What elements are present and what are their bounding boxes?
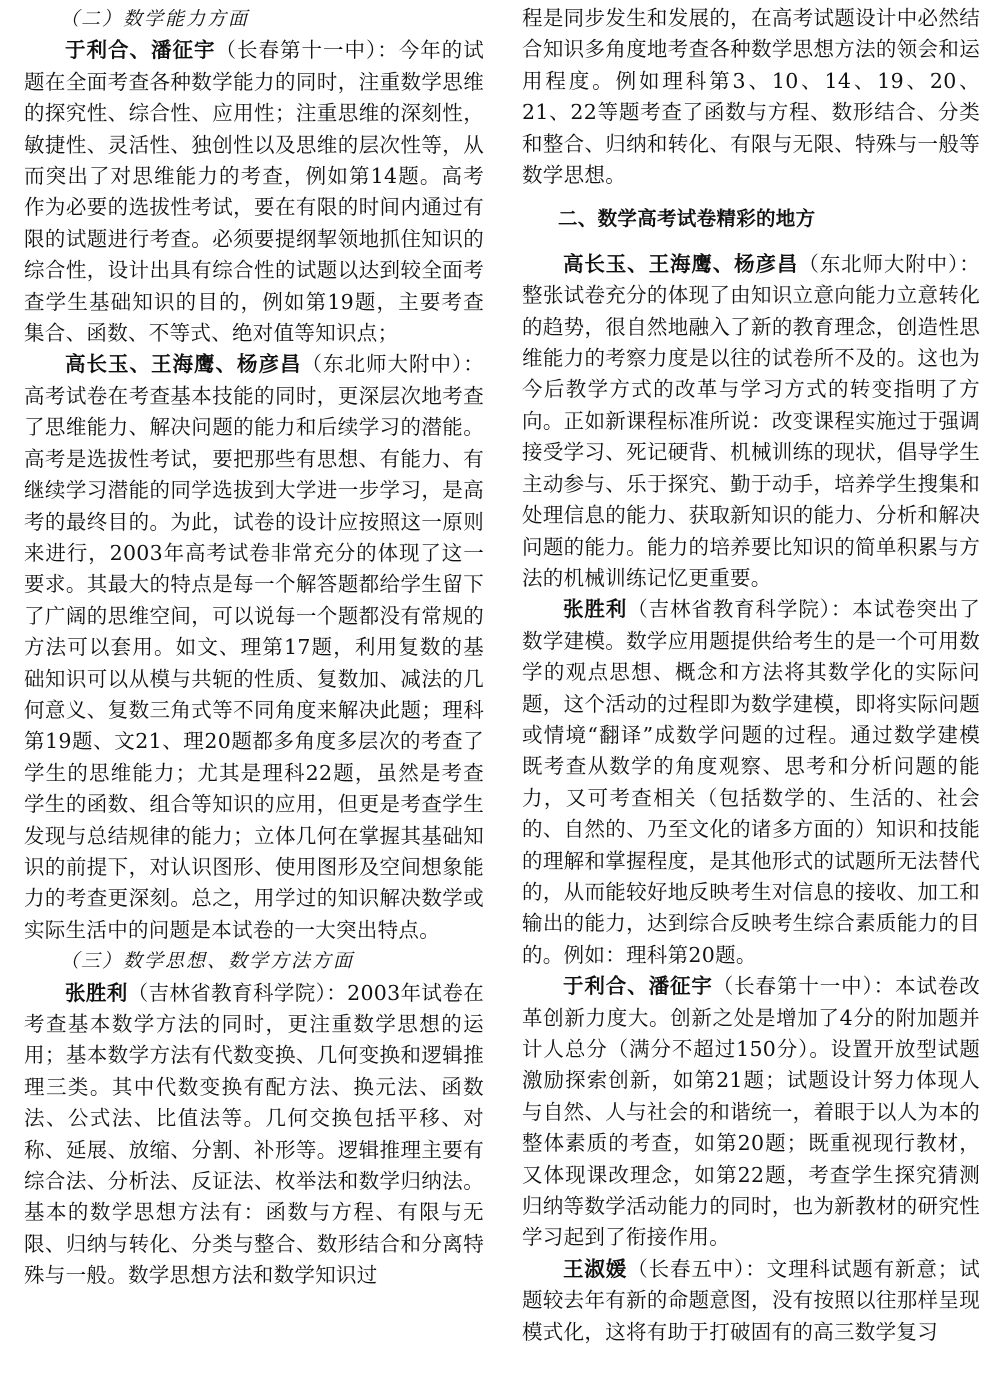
paragraph-body: （吉林省教育科学院）：本试卷突出了数学建模。数学应用题提供给考生的是一个可用数学的观点思想、概念和方法将其数学化的实际问题，这个活动的过程即为数学建模，即将实际问题或情境“翻译”成数学问题的过程。通过数学建模既考查从数学的角度观察、思考和分析问题的能力，又可考查相关（包括数学的、生活的、社会的、自然的、乃至文化的诸多方面的）知识和技能的理解和掌握程度，是其他形式的试题所无法替代的，从而能较好地反映考生对信息的接收、加工和输出的能力，达到综合反映考生综合素质能力的目的。例如：理科第20题。	[522, 597, 980, 967]
speaker-name: 高长玉、王海鹰、杨彦昌	[65, 352, 302, 377]
paragraph-6	[522, 971, 980, 1254]
speaker-name: 王淑媛	[563, 1256, 628, 1281]
paragraph-body: （长春五中）：文理科试题有新意；试题较去年有新的命题意图，没有按照以往那样呈现模式化，这将有助于打破固有的高三数学复习	[522, 1256, 980, 1344]
paragraph-body: （吉林省教育科学院）：2003年试卷在考查基本数学方法的同时，更注重数学思想的运用；基本数学方法有代数变换、几何变换和逻辑推理三类。其中代数变换有配方法、换元法、函数法、公式法、比值法等。几何交换包括平移、对称、延展、放缩、分割、补形等。逻辑推理主要有综合法、分析法、反证法、枚举法和数学归纳法。基本的数学思想方法有：函数与方程、有限与无限、归纳与转化、分类与整合、数形结合和分离特殊与一般。数学思想方法和数学知识过	[24, 980, 484, 1288]
left-column	[24, 4, 484, 1292]
paragraph-body: （东北师大附中）：高考试卷在考查基本技能的同时，更深层次地考查了思维能力、解决问题的能力和后续学习的潜能。高考是选拔性考试，要把那些有思想、有能力、有继续学习潜能的同学选拔到大学进一步学习，是高考的最终目的。为此，试卷的设计应按照这一原则来进行，2003年高考试卷非常充分的体现了这一要求。其最大的特点是每一个解答题都给学生留下了广阔的思维空间，可以说每一个题都没有常规的方法可以套用。如文、理第17题，利用复数的基础知识可以从模与共轭的性质、复数加、减法的几何意义、复数三角式等不同角度来解决此题；理科第19题、文21、理20题都多角度多层次的考查了学生的思维能力；尤其是理科22题，虽然是考查学生的函数、组合等知识的应用，但更是考查学生发现与总结规律的能力；立体几何在掌握其基础知识的前提下，对认识图形、使用图形及空间想象能力的考查更深刻。总之，用学过的知识解决数学或实际生活中的问题是本试卷的一大突出特点。	[24, 352, 484, 942]
speaker-name: 于利合、潘征宇	[563, 974, 713, 999]
speaker-name: 张胜利	[65, 980, 128, 1005]
paragraph-body: （长春第十一中）：本试卷改革创新力度大。创新之处是增加了4分的附加题并计人总分（满分不超过150分）。设置开放型试题激励探索创新，如第21题；试题设计努力体现人与自然、人与社会的和谐统一，着眼于以人为本的整体素质的考查，如第20题；既重视现行教材，又体现课改理念，如第22题，考查学生探究猜测归纳等数学活动能力的同时，也为新教材的研究性学习起到了衔接作用。	[522, 974, 980, 1250]
main-heading: 二、数学高考试卷精彩的地方	[558, 207, 816, 231]
right-column	[522, 3, 980, 1348]
paragraph-3-continued: 程是同步发生和发展的，在高考试题设计中必然结合知识多角度地考查各种数学思想方法的领会和运用程度。例如理科第3、10、14、19、20、21、22等题考查了函数与方程、数形结合、分类和整合、归纳和转化、有限与无限、特殊与一般等数学思想。	[522, 6, 980, 188]
paragraph-2	[24, 349, 484, 946]
paragraph-body: （长春第十一中）：今年的试题在全面考查各种数学能力的同时，注重数学思维的探究性、综合性、应用性；注重思维的深刻性，敏捷性、灵活性、独创性以及思维的层次性等，从而突出了对思维能力的考查，例如第14题。高考作为必要的选拔性考试，要在有限的时间内通过有限的试题进行考查。必须要提纲挈领地抓住知识的综合性，设计出具有综合性的试题以达到较全面考查学生基础知识的目的，例如第19题，主要考查集合、函数、不等式、绝对值等知识点；	[24, 38, 484, 346]
speaker-name: 张胜利	[563, 597, 628, 622]
section-3-heading: （三）数学思想、数学方法方面	[60, 950, 355, 973]
paragraph-body: （东北师大附中）：整张试卷充分的体现了由知识立意向能力立意转化的趋势，很自然地融入了新的教育理念，创造性思维能力的考察力度是以往的试卷所不及的。这也为今后教学方式的改革与学习方式的转变指明了方向。正如新课程标准所说：改变课程实施过于强调接受学习、死记硬背、机械训练的现状，倡导学生主动参与、乐于探究、勤于动手，培养学生搜集和处理信息的能力、获取新知识的能力、分析和解决问题的能力。能力的培养要比知识的简单积累与方法的机械训练记忆更重要。	[522, 251, 980, 590]
paragraph-4	[522, 249, 980, 594]
section-2-heading: （二）数学能力方面	[60, 8, 250, 30]
speaker-name: 高长玉、王海鹰、杨彦昌	[563, 251, 799, 276]
paragraph-7	[522, 1254, 980, 1348]
paragraph-3	[24, 978, 484, 1292]
paragraph-5	[522, 594, 980, 971]
paragraph-1	[24, 35, 484, 349]
speaker-name: 于利合、潘征宇	[65, 38, 216, 63]
